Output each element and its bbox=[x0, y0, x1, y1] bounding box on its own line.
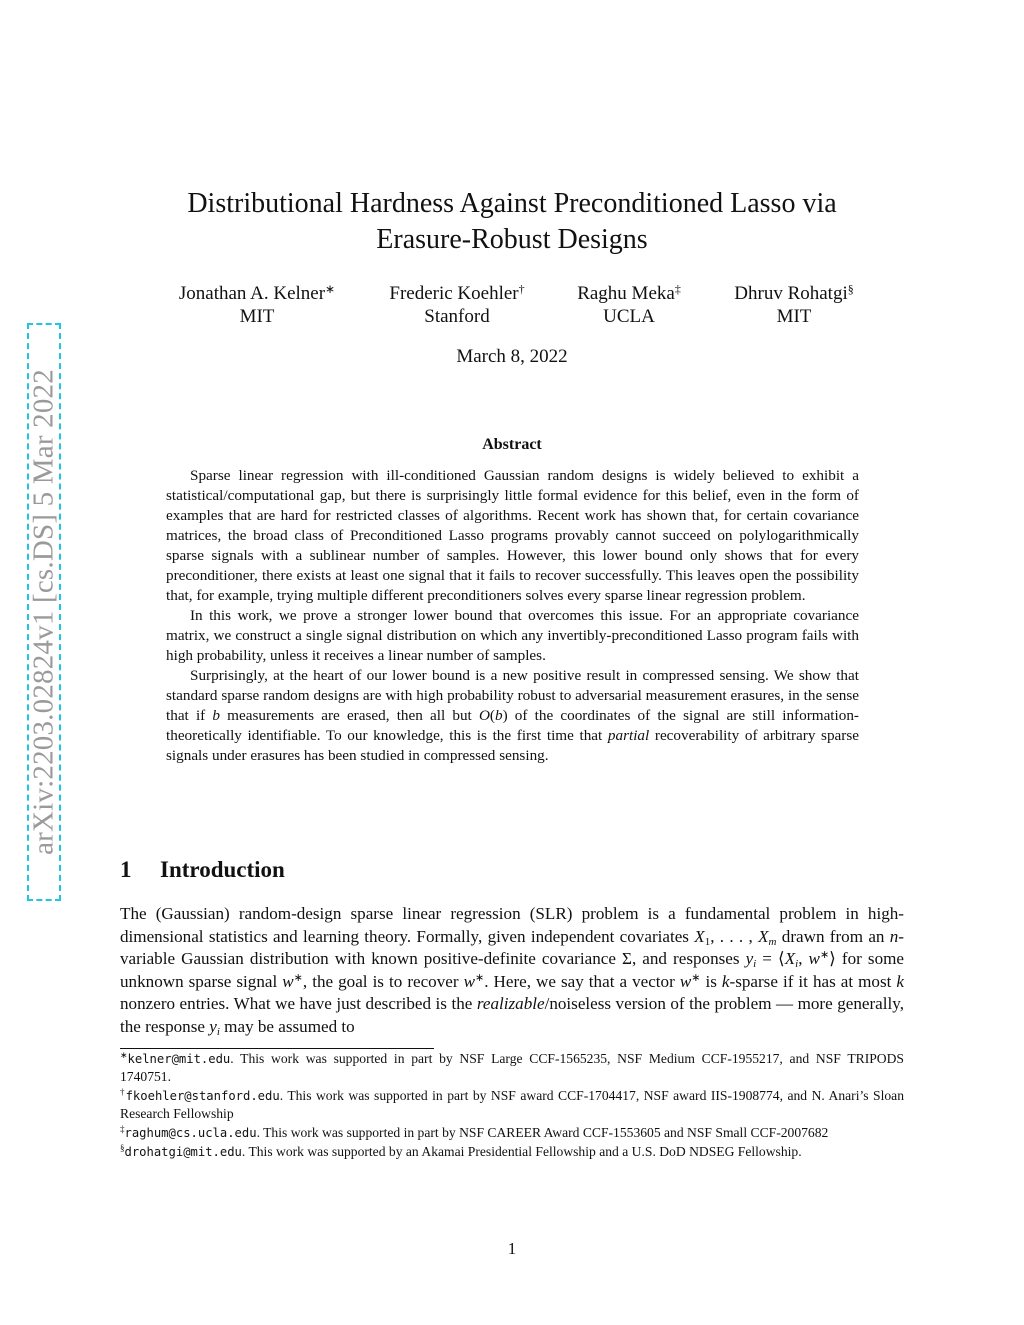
email-link[interactable]: kelner@mit.edu bbox=[127, 1052, 231, 1066]
abstract-body bbox=[166, 466, 859, 766]
section-number: 1 bbox=[120, 857, 132, 882]
author-affiliation: UCLA bbox=[603, 306, 655, 327]
abstract-heading: Abstract bbox=[482, 436, 542, 453]
title-line-2: Erasure-Robust Designs bbox=[376, 224, 648, 255]
page-number: 1 bbox=[507, 1239, 517, 1258]
author-block bbox=[577, 282, 681, 328]
author-block bbox=[179, 282, 335, 328]
footnote-mark[interactable]: ∗ bbox=[325, 282, 336, 296]
title-line-1: Distributional Hardness Against Preconditioned Lasso via bbox=[187, 188, 837, 219]
introduction-paragraph: The (Gaussian) random-design sparse linear regression (SLR) problem is a fundamental problem in high-dimensional statistics and learning theory. Formally, given independent covariates $X_1$, . . . , $X_m$ drawn from an n-variable Gaussian distribution with known positive-definite covariance Σ, and responses $y_i$ = $⟨X_i$, w∗⟩ for some unknown sparse signal w∗, the goal is to recover w∗. Here, we say that a vector w∗ is k-sparse if it has at most k nonzero entries. What we have just described is the realizable/noiseless version of the problem — more generally, the response $y_i$ may be assumed to bbox=[120, 904, 904, 1038]
author-affiliation: MIT bbox=[239, 306, 275, 327]
abstract-paragraph: In this work, we prove a stronger lower bound that overcomes this issue. For an appropriate covariance matrix, we construct a single signal distribution on which any invertibly-preconditioned Lasso program fails with high probability, unless it receives a linear number of samples. bbox=[166, 607, 859, 664]
arxiv-identifier: arXiv:2203.02824v1 [cs.DS] 5 Mar 2022 bbox=[27, 369, 60, 855]
author-name: Dhruv Rohatgi bbox=[734, 283, 848, 304]
section-heading bbox=[120, 857, 285, 883]
abstract-paragraph: Sparse linear regression with ill-conditioned Gaussian random designs is widely believed to exhibit a statistical/computational gap, but there is surprisingly little formal evidence for this belief, even in the form of examples that are hard for restricted classes of algorithms. Recent work has shown that, for certain covariance matrices, the broad class of Preconditioned Lasso programs provably cannot succeed on polylogarithmically sparse signals with a sublinear number of samples. However, this lower bound only shows that for every preconditioner, there exists at least one signal that it fails to recover successfully. This leaves open the possibility that, for example, trying multiple different preconditioners solves every sparse linear regression problem. bbox=[166, 467, 859, 604]
author-affiliation: Stanford bbox=[424, 306, 490, 327]
author-block bbox=[389, 282, 524, 328]
author-name: Raghu Meka bbox=[577, 283, 675, 304]
paper-date: March 8, 2022 bbox=[456, 346, 568, 367]
paper-title bbox=[150, 186, 874, 258]
footnotes bbox=[120, 1050, 904, 1162]
section-title: Introduction bbox=[160, 857, 285, 882]
footnote: §drohatgi@mit.edu. This work was supported by an Akamai Presidential Fellowship and a U.S. DoD NDSEG Fellowship. bbox=[120, 1143, 802, 1159]
email-link[interactable]: drohatgi@mit.edu bbox=[124, 1145, 242, 1159]
footnote-mark[interactable]: ‡ bbox=[674, 282, 681, 296]
footnote-mark[interactable]: § bbox=[847, 282, 854, 296]
author-name: Jonathan A. Kelner bbox=[178, 283, 326, 304]
footnote: †fkoehler@stanford.edu. This work was supported in part by NSF award CCF-1704417, NSF award IIS-1908774, and N. Anari’s Sloan Research Fellowship bbox=[120, 1087, 905, 1121]
arxiv-stamp[interactable] bbox=[27, 323, 61, 901]
footnote-divider bbox=[120, 1048, 434, 1049]
footnote-mark[interactable]: † bbox=[518, 282, 525, 296]
author-block bbox=[734, 282, 853, 328]
abstract-paragraph: Surprisingly, at the heart of our lower bound is a new positive result in compressed sensing. We show that standard sparse random designs are with high probability robust to adversarial measurement erasures, in the sense that if b measurements are erased, then all but O(b) of the coordinates of the signal are still information-theoretically identifiable. To our knowledge, this is the first time that partial recoverability of arbitrary sparse signals under erasures has been studied in compressed sensing. bbox=[166, 667, 859, 764]
email-link[interactable]: fkoehler@stanford.edu bbox=[125, 1089, 280, 1103]
footnote: ‡raghum@cs.ucla.edu. This work was supported in part by NSF CAREER Award CCF-1553605 and NSF Small CCF-2007682 bbox=[120, 1124, 829, 1140]
footnote: ∗kelner@mit.edu. This work was supported in part by NSF Large CCF-1565235, NSF Medium CCF-1955217, and NSF TRIPODS 1740751. bbox=[120, 1050, 904, 1084]
author-affiliation: MIT bbox=[776, 306, 812, 327]
email-link[interactable]: raghum@cs.ucla.edu bbox=[124, 1126, 257, 1140]
author-list bbox=[0, 282, 1024, 332]
author-name: Frederic Koehler bbox=[389, 283, 519, 304]
